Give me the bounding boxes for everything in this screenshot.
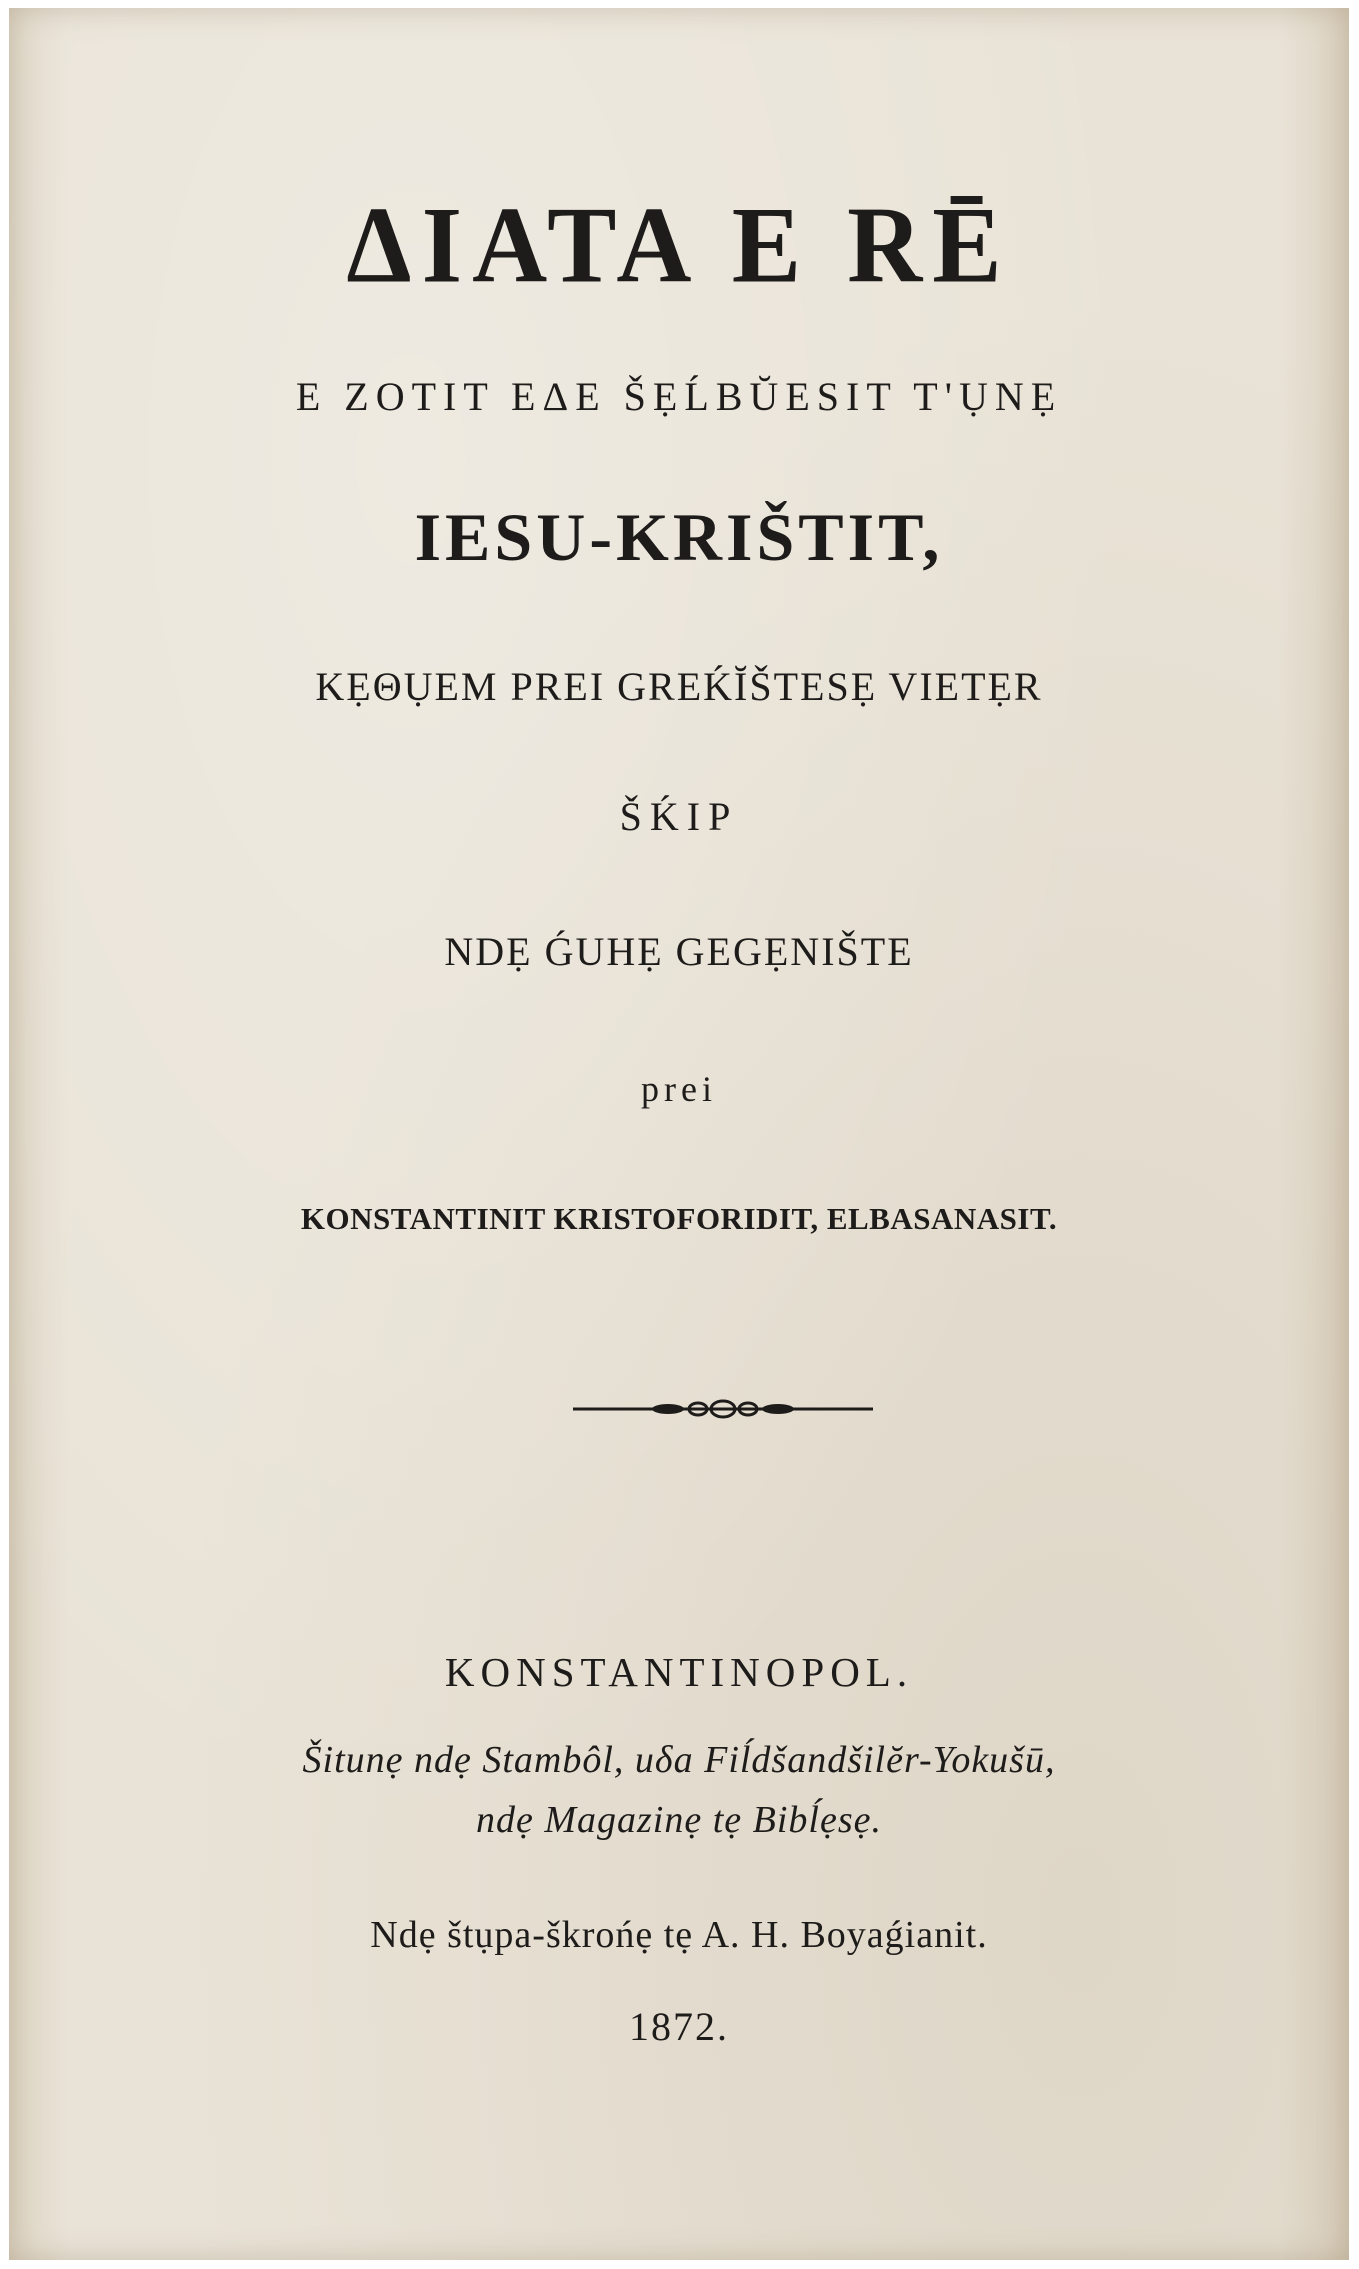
title-subtitle: E ZOTIT EΔE ŠẸĹBŬESIT T'ỤNẸ	[295, 374, 1063, 419]
book-title-page	[9, 8, 1349, 2260]
title-name: IESU-KRIŠTIT,	[414, 499, 944, 575]
ornament-divider	[573, 1394, 873, 1424]
imprint-year: 1872.	[629, 2004, 729, 2049]
translation-note: KẸΘỤEM PREI GREḰĬŠTESẸ VIETẸR	[315, 664, 1043, 709]
by-line: prei	[641, 1069, 717, 1109]
author-line: KONSTANTINIT KRISTOFORIDIT, ELBASANASIT.	[300, 1201, 1058, 1236]
language-line: ŠḰIP	[619, 794, 739, 839]
dialect-line: NDẸ ǴUHẸ GEGẸNIŠTE	[444, 929, 914, 974]
book-title: ΔΙΑΤΑ E RĒ	[346, 185, 1012, 306]
imprint-city: KONSTANTINOPOL.	[444, 1649, 914, 1695]
imprint-address-1: Šitunẹ ndẹ Stambôl, uδa Fiĺdšandšilĕr-Yokušū,	[302, 1739, 1056, 1781]
imprint-printer: Ndẹ štụpa-škrońẹ tẹ A. H. Boyaǵianit.	[370, 1914, 988, 1956]
imprint-address-2: ndẹ Magazinẹ tẹ Bibĺẹsẹ.	[475, 1799, 882, 1841]
